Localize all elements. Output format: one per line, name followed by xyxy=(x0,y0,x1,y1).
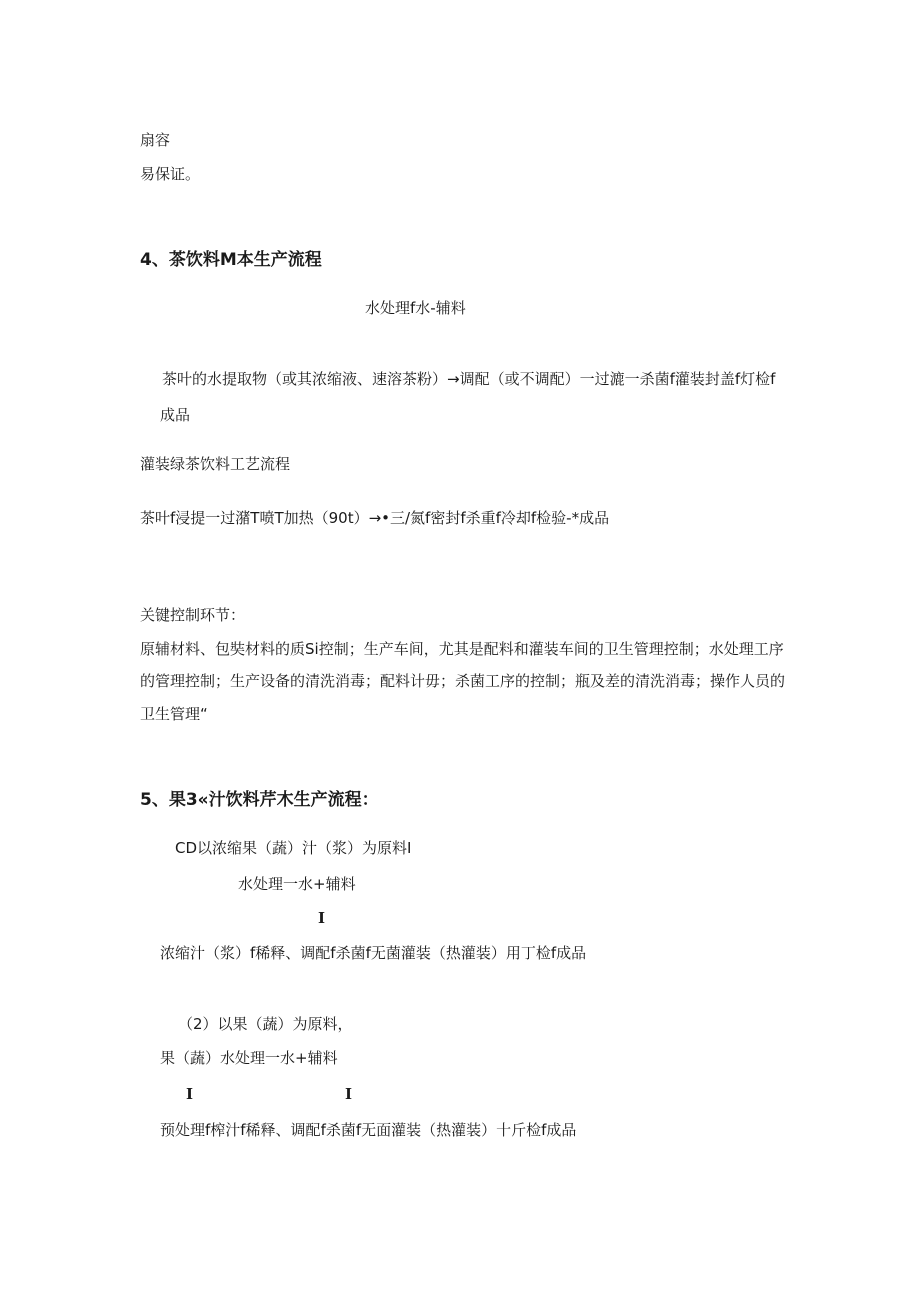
text-line: 灌装绿茶饮料工艺流程 xyxy=(140,455,291,473)
text-line: 果（蔬）水处理一水+辅料 xyxy=(160,1049,338,1067)
text-line: 水处理f水-辅料 xyxy=(365,299,466,317)
text-line: 易保证。 xyxy=(140,165,201,183)
text-line: 茶叶f浸提一过潴T喷T加热（90t）→•三/氮f密封f杀重f冷却f检验-*成品 xyxy=(140,509,610,527)
text-line: 扇容 xyxy=(140,131,171,149)
section-heading-4: 4、茶饮料M本生产流程 xyxy=(140,250,322,270)
text-line: 原辅材料、包奘材料的质Si控制；生产车间，尤其是配料和灌装车间的卫生管理控制；水处理工序 xyxy=(140,640,784,658)
text-line: 水处理一水+辅料 xyxy=(238,875,356,893)
text-line: 预处理f榨汁f稀释、调配f杀菌f无面灌装（热灌装）十斤检f成品 xyxy=(160,1121,577,1139)
section-heading-5: 5、果3«汁饮料芹木生产流程： xyxy=(140,790,379,810)
text-line: 成品 xyxy=(160,406,191,424)
text-line: 的管理控制；生产设备的清洗消毒；配料计毋；杀菌工序的控制；瓶及差的清洗消毒；操作人员的 xyxy=(140,672,786,690)
text-line: 茶叶的水提取物（或其浓缩液、速溶茶粉）→调配（或不调配）一过漉一杀菌f灌装封盖f灯检f xyxy=(162,370,776,388)
text-line: I xyxy=(186,1085,194,1103)
text-line: （2）以果（蔬）为原料， xyxy=(178,1015,353,1033)
text-line: CD以浓缩果（蔬）汁（浆）为原料I xyxy=(175,839,412,857)
text-line: 卫生管理“ xyxy=(140,705,208,723)
text-line: I xyxy=(345,1085,353,1103)
text-line: 浓缩汁（浆）f稀释、调配f杀菌f无菌灌装（热灌装）用丁检f成品 xyxy=(160,944,587,962)
text-line: 关键控制环节： xyxy=(140,606,246,624)
text-line: I xyxy=(318,909,326,927)
